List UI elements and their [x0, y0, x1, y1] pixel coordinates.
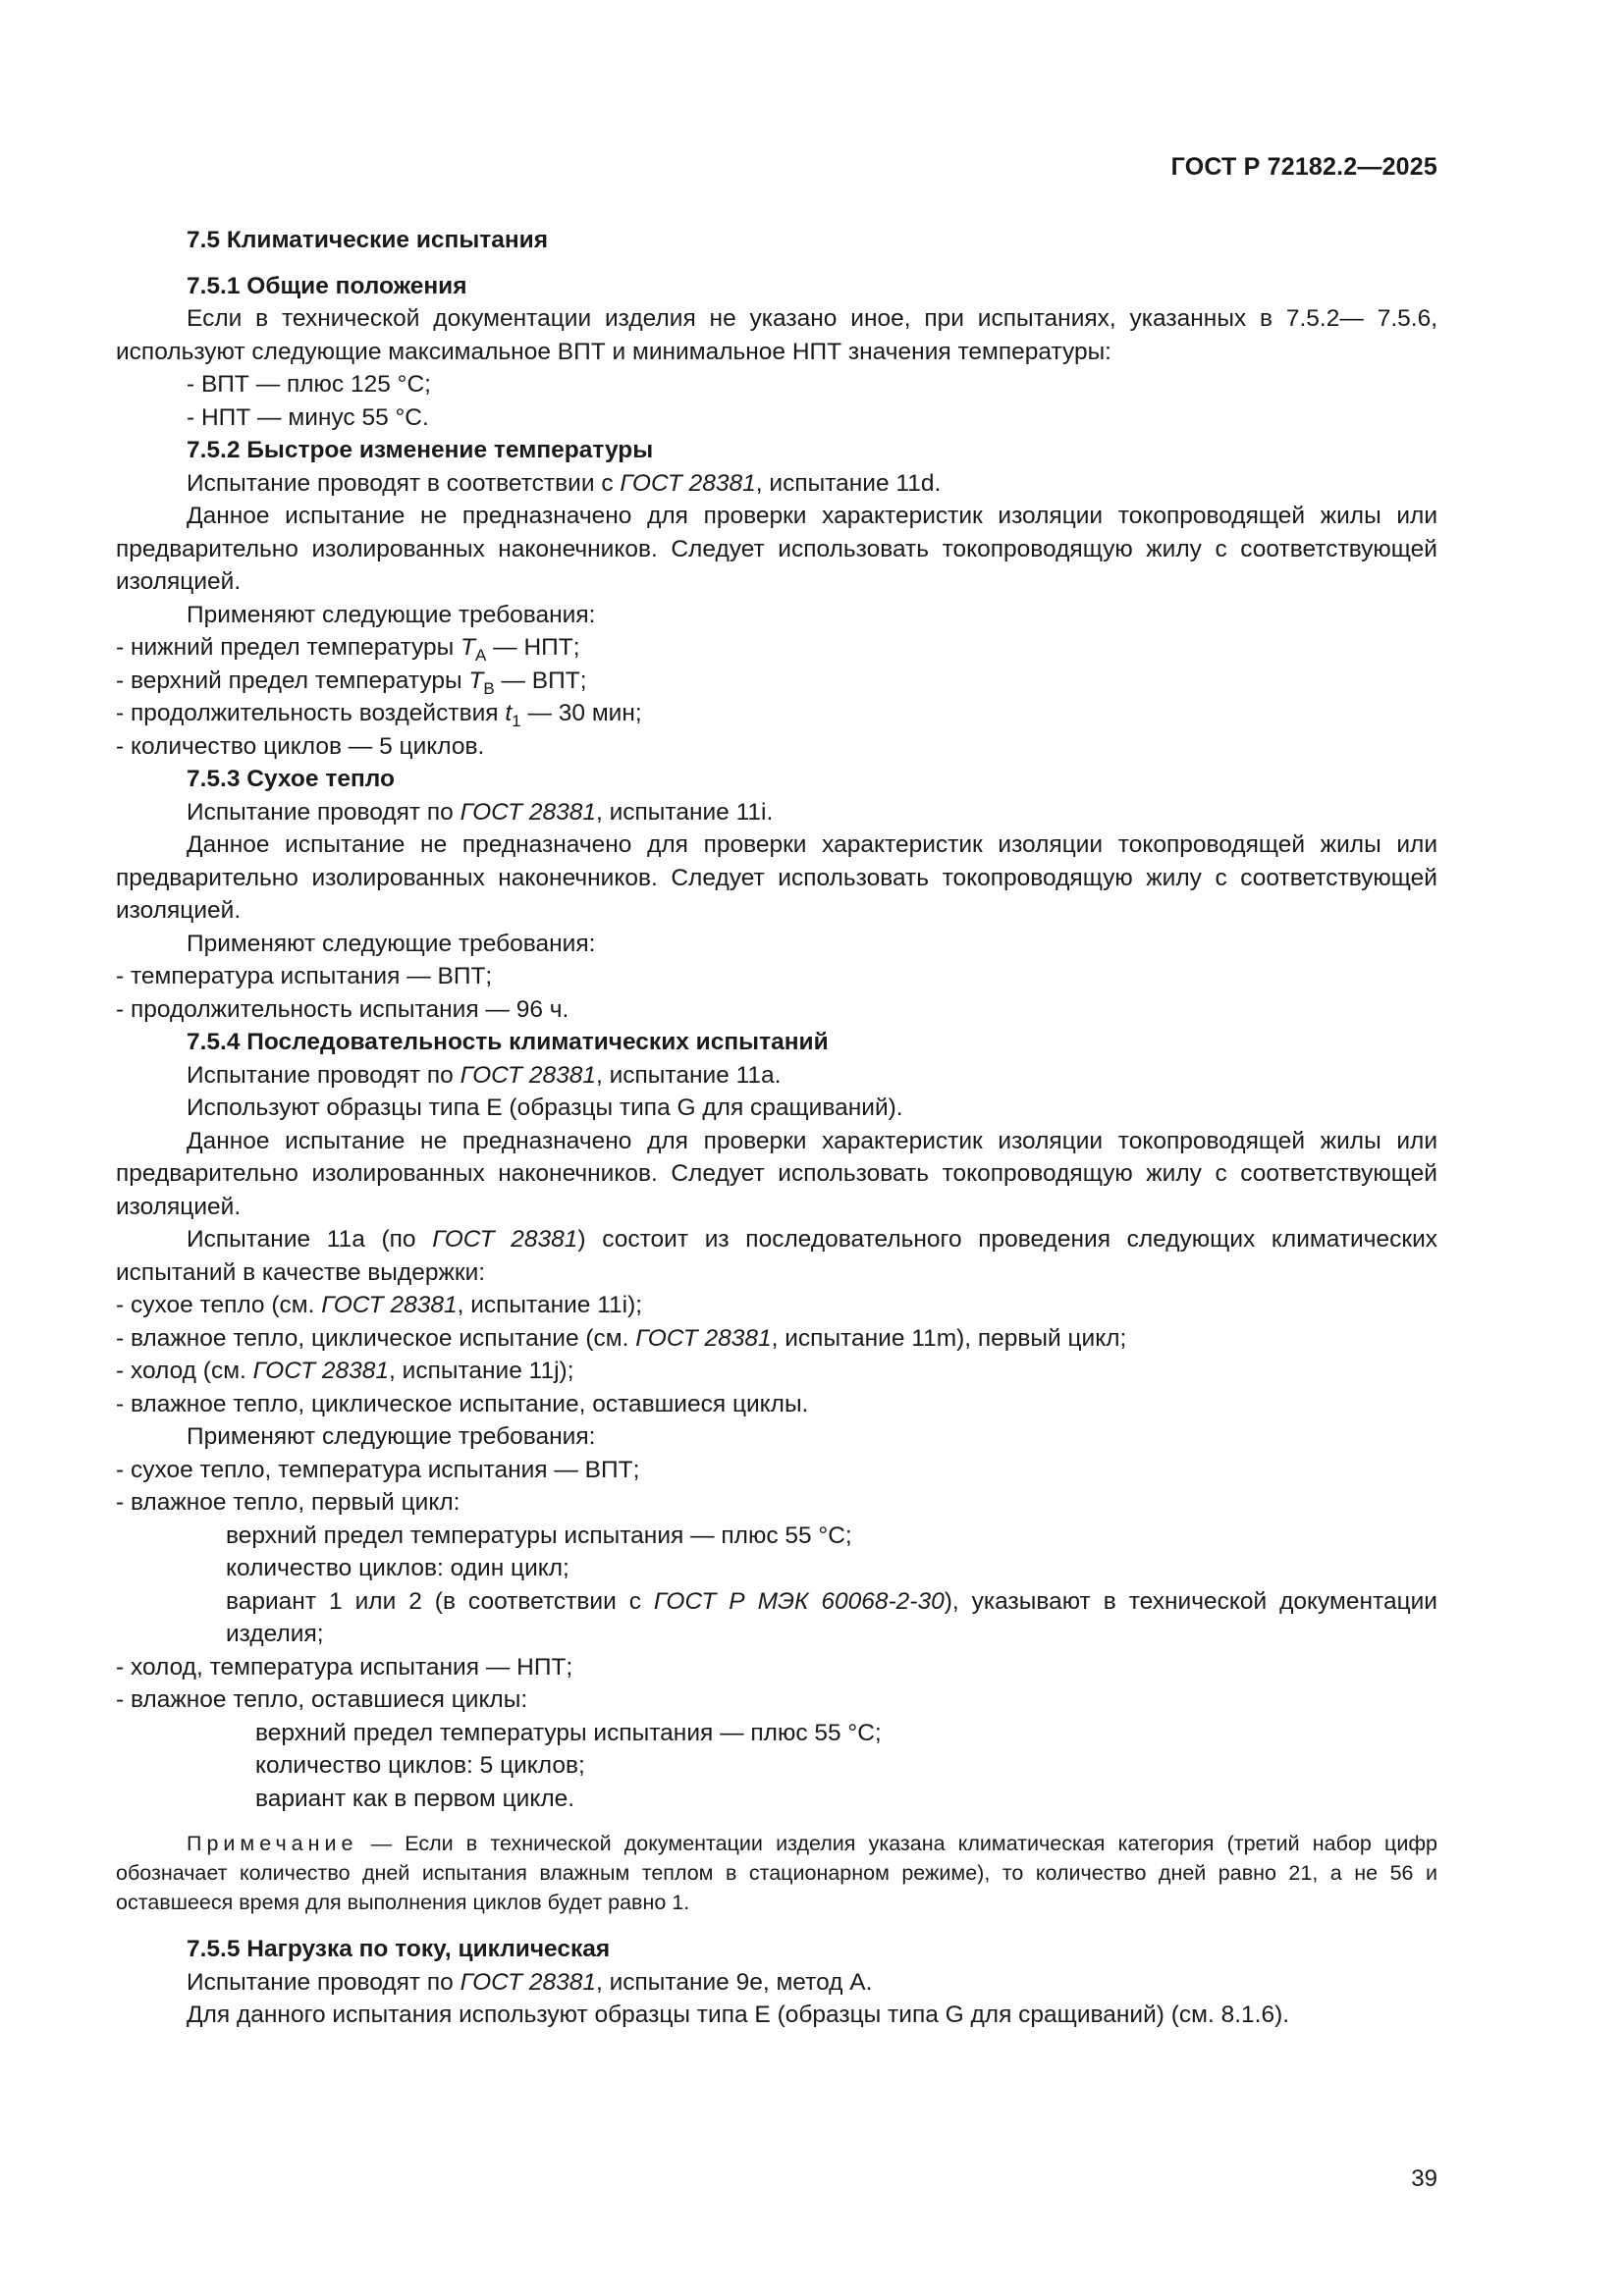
standard-reference: ГОСТ 28381 — [460, 798, 596, 826]
list-item: - продолжительность воздействия $t_1$ — 30 мин; — [116, 700, 642, 730]
sub-list-item: верхний предел температуры испытания — плюс 55 °С; — [226, 1522, 852, 1549]
paragraph: Применяют следующие требования: — [187, 601, 596, 628]
standard-reference: ГОСТ 28381 — [432, 1226, 578, 1253]
section-7-5-5-title: 7.5.5 Нагрузка по току, циклическая — [187, 1936, 611, 1962]
paragraph: Испытание 11a (по ГОСТ 28381) состоит из последовательного проведения следующих климатических испытаний в качестве выдержки: — [116, 1226, 1438, 1286]
list-item: - продолжительность испытания — 96 ч. — [116, 995, 569, 1023]
standard-reference: ГОСТ 28381 — [460, 1061, 596, 1089]
paragraph: Испытание проводят по ГОСТ 28381, испытание 11a. — [187, 1061, 782, 1089]
paragraph: Данное испытание не предназначено для проверки характеристик изоляции токопроводящей жилы или предварительно изолированных наконечников. Следует использовать токопроводящую жилу с соответствующей изоляцией. — [116, 1127, 1437, 1220]
sub-list-item: вариант 1 или 2 (в соответствии с ГОСТ Р МЭК 60068-2-30), указывают в технической документации изделия; — [226, 1587, 1437, 1647]
section-7-5-4-title: 7.5.4 Последовательность климатических испытаний — [187, 1029, 829, 1055]
list-item: - влажное тепло, первый цикл: — [116, 1489, 460, 1516]
paragraph: Для данного испытания используют образцы типа E (образцы типа G для сращиваний) (см. 8.1.6). — [187, 2002, 1290, 2028]
list-item: - холод, температура испытания — НПТ; — [116, 1653, 573, 1681]
section-7-5-1-title: 7.5.1 Общие положения — [187, 272, 467, 299]
list-item: - влажное тепло, циклическое испытание, оставшиеся циклы. — [116, 1390, 809, 1417]
section-7-5-title: 7.5 Климатические испытания — [187, 227, 549, 253]
paragraph: Применяют следующие требования: — [187, 1423, 596, 1450]
list-item: - температура испытания — ВПТ; — [116, 963, 493, 989]
section-7-5-2-title: 7.5.2 Быстрое изменение температуры — [187, 437, 654, 463]
paragraph: Используют образцы типа E (образцы типа G для сращиваний). — [187, 1095, 903, 1121]
sub-list-item: количество циклов: 5 циклов; — [255, 1752, 585, 1779]
paragraph: Данное испытание не предназначено для проверки характеристик изоляции токопроводящей жилы или предварительно изолированных наконечников. Следует использовать токопроводящую жилу с соответствующей изоляцией. — [116, 831, 1437, 924]
standard-reference: ГОСТ 28381 — [620, 469, 756, 497]
list-item: - верхний предел температуры $T_B$ — ВПТ; — [116, 667, 587, 698]
document-body — [116, 224, 1437, 2032]
list-item: - сухое тепло (см. ГОСТ 28381, испытание 11i); — [116, 1292, 643, 1318]
page-number: 39 — [1411, 2165, 1437, 2192]
list-item: - количество циклов — 5 циклов. — [116, 732, 485, 760]
paragraph: Испытание проводят по ГОСТ 28381, испытание 11i. — [187, 798, 774, 826]
paragraph: Применяют следующие требования: — [187, 930, 596, 957]
sub-list-item: количество циклов: один цикл; — [226, 1555, 569, 1581]
note-label: Примечание — [187, 1832, 358, 1855]
list-item: - ВПТ — плюс 125 °С; — [187, 371, 431, 398]
list-item: - нижний предел температуры $T_A$ — НПТ; — [116, 634, 580, 665]
standard-reference: ГОСТ Р МЭК 60068-2-30 — [653, 1587, 945, 1615]
section-7-5-3-title: 7.5.3 Сухое тепло — [187, 766, 395, 792]
sub-list-item: верхний предел температуры испытания — плюс 55 °С; — [255, 1719, 882, 1746]
paragraph: Испытание проводят по ГОСТ 28381, испытание 9e, метод A. — [187, 1968, 873, 1996]
paragraph: Испытание проводят в соответствии с ГОСТ 28381, испытание 11d. — [187, 469, 942, 497]
list-item: - влажное тепло, циклическое испытание (см. ГОСТ 28381, испытание 11m), первый цикл; — [116, 1324, 1127, 1352]
paragraph: Если в технической документации изделия не указано иное, при испытаниях, указанных в 7.5.2— 7.5.6, используют следующие максимальное ВПТ и минимальное НПТ значения температуры: — [116, 305, 1437, 365]
paragraph: Данное испытание не предназначено для проверки характеристик изоляции токопроводящей жилы или предварительно изолированных наконечников. Следует использовать токопроводящую жилу с соответствующей изоляцией. — [116, 503, 1437, 595]
standard-reference: ГОСТ 28381 — [460, 1968, 596, 1996]
sub-list-item: вариант как в первом цикле. — [255, 1785, 575, 1812]
list-item: - влажное тепло, оставшиеся циклы: — [116, 1686, 528, 1713]
note-text: — Если в технической документации изделия указана климатическая категория (третий набор цифр обозначает количество дней испытания влажным теплом в стационарном режиме), то количество дней равно 21, а не 56 и оставшееся время для выполнения циклов будет равно 1. — [116, 1832, 1437, 1914]
list-item: - сухое тепло, температура испытания — ВПТ; — [116, 1456, 640, 1483]
note — [116, 1829, 1437, 1917]
list-item: - НПТ — минус 55 °С. — [187, 403, 429, 431]
document-code: ГОСТ Р 72182.2—2025 — [1170, 153, 1437, 181]
list-item: - холод (см. ГОСТ 28381, испытание 11j); — [116, 1358, 574, 1384]
